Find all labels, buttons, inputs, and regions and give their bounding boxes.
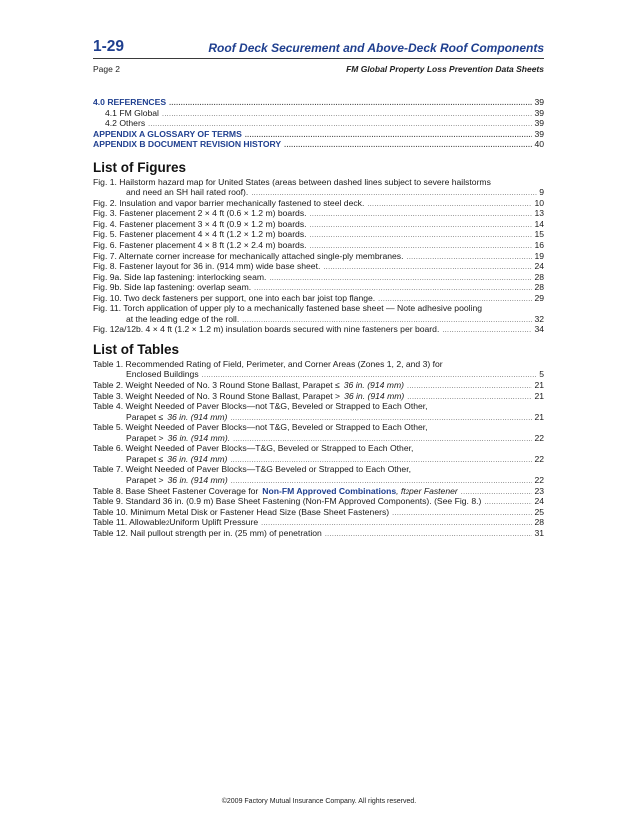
copyright-footer: ©2009 Factory Mutual Insurance Company. All rights reserved. <box>221 798 417 805</box>
toc-page: 28 <box>534 282 544 293</box>
toc-label: Table 10. Minimum Metal Disk or Fastener Head Size (Base Sheet Fasteners) <box>93 506 390 517</box>
toc-page: 25 <box>534 506 544 517</box>
table-entry-10[interactable] <box>93 507 544 518</box>
table-entry-9[interactable] <box>93 496 544 507</box>
toc-page: 29 <box>534 292 544 303</box>
dot-leader <box>169 99 532 110</box>
table-entry-11[interactable] <box>93 517 544 528</box>
toc-page: 16 <box>534 240 544 251</box>
figure-entry-1[interactable] <box>93 177 544 198</box>
toc-label: Table 6. Weight Needed of Paver Blocks—T&G, Beveled or Strapped to Each Other, <box>93 443 414 454</box>
dot-leader <box>310 231 533 242</box>
toc-page: 15 <box>534 229 544 240</box>
toc-label-continued: Parapet ≤ <box>126 453 164 464</box>
toc-page: 39 <box>534 107 544 118</box>
header-rule <box>93 58 544 59</box>
toc-label-italic: 36 in. (914 mm) <box>167 411 228 422</box>
toc-page: 40 <box>534 139 544 150</box>
toc-label: 4.2 Others <box>105 118 146 129</box>
figure-entry-10[interactable] <box>93 293 544 304</box>
table-entry-12[interactable] <box>93 528 544 539</box>
figure-entry-4[interactable] <box>93 219 544 230</box>
toc-label: Fig. 7. Alternate corner increase for mechanically attached single-ply membranes. <box>93 250 404 261</box>
toc-page: 19 <box>534 250 544 261</box>
toc-label: Table 8. Base Sheet Fastener Coverage for <box>93 485 259 496</box>
toc-label: Table 9. Standard 36 in. (0.9 m) Base Sheet Fastening (Non-FM Approved Components). (See Fig. 8.) <box>93 496 482 507</box>
figure-entry-9a[interactable] <box>93 272 544 283</box>
toc-page: 39 <box>534 97 544 107</box>
toc-page: 21 <box>534 411 544 422</box>
toc-page: 23 <box>534 485 544 496</box>
toc-page: 21 <box>534 390 544 401</box>
toc-label-continued: Enclosed Buildings <box>126 369 199 380</box>
figure-entry-3[interactable] <box>93 208 544 219</box>
toc-page: 5 <box>539 369 544 380</box>
toc-page: 22 <box>534 474 544 485</box>
toc-label: APPENDIX B DOCUMENT REVISION HISTORY <box>93 139 282 150</box>
figure-entry-9b[interactable] <box>93 282 544 293</box>
toc-label: Fig. 6. Fastener placement 4 × 8 ft (1.2 × 2.4 m) boards. <box>93 240 307 251</box>
page-number: Page 2 <box>93 64 120 74</box>
toc-label-italic: per Fastener <box>409 485 458 496</box>
toc-page: 10 <box>534 197 544 208</box>
toc-page: 28 <box>534 271 544 282</box>
toc-entry-fm-global[interactable] <box>93 108 544 119</box>
toc-label: Fig. 12a/12b. 4 × 4 ft (1.2 × 1.2 m) insulation boards secured with nine fasteners per board. <box>93 324 440 335</box>
toc-page: 14 <box>534 218 544 229</box>
figure-entry-11[interactable] <box>93 303 544 324</box>
toc-label-continued: and need an SH hail rated roof). <box>126 187 249 198</box>
toc-label: Table 7. Weight Needed of Paver Blocks—T&G Beveled or Strapped to Each Other, <box>93 464 411 475</box>
table-entry-4[interactable] <box>93 401 544 422</box>
toc-label: Table 12. Nail pullout strength per in. (25 mm) of penetration <box>93 527 322 538</box>
dot-leader <box>269 274 532 285</box>
toc-label: Fig. 1. Hailstorm hazard map for United States (areas between dashed lines subject to severe hailstorms <box>93 176 491 187</box>
toc-page: 9 <box>539 187 544 198</box>
toc-page: 31 <box>534 527 544 538</box>
dot-leader <box>442 326 532 337</box>
toc-page: 13 <box>534 208 544 219</box>
toc-label: APPENDIX A GLOSSARY OF TERMS <box>93 128 242 139</box>
toc-label: 4.1 FM Global <box>105 107 159 118</box>
toc-label-italic: 36 in. (914 mm) <box>343 380 404 391</box>
dot-leader <box>392 509 532 520</box>
document-title: Roof Deck Securement and Above-Deck Roof Components <box>208 41 544 55</box>
dot-leader <box>310 210 533 221</box>
toc-label-italic: 36 in. (914 mm). <box>167 432 231 443</box>
dot-leader <box>323 263 532 274</box>
toc-entry-appendix-a[interactable] <box>93 129 544 140</box>
toc-page: 32 <box>534 313 544 324</box>
table-of-contents <box>93 97 544 538</box>
toc-label: Fig. 5. Fastener placement 4 × 4 ft (1.2 × 1.2 m) boards. <box>93 229 307 240</box>
toc-label-continued: Parapet > <box>126 474 164 485</box>
toc-label-continued: Uniform Uplift Pressure <box>169 517 259 528</box>
dot-leader <box>162 110 532 121</box>
dot-leader <box>407 382 532 393</box>
dot-leader <box>284 141 532 152</box>
dot-leader <box>245 131 533 142</box>
table-entry-1[interactable] <box>93 359 544 380</box>
toc-label: Fig. 3. Fastener placement 2 × 4 ft (0.6 × 1.2 m) boards. <box>93 208 307 219</box>
toc-entry-appendix-b[interactable] <box>93 139 544 150</box>
list-of-figures-heading: List of Figures <box>93 159 187 175</box>
table-entry-2[interactable] <box>93 380 544 391</box>
toc-label: Table 1. Recommended Rating of Field, Perimeter, and Corner Areas (Zones 1, 2, and 3) for <box>93 358 443 369</box>
toc-label-superscript: 2 <box>405 489 410 496</box>
toc-label: Table 2. Weight Needed of No. 3 Round Stone Ballast, Parapet ≤ <box>93 380 340 391</box>
dot-leader <box>484 498 532 509</box>
toc-label-continued: at the leading edge of the roll. <box>126 313 240 324</box>
table-entry-6[interactable] <box>93 443 544 464</box>
table-entry-5[interactable] <box>93 422 544 443</box>
toc-label-continued: Parapet > <box>126 432 164 443</box>
figure-entry-5[interactable] <box>93 229 544 240</box>
toc-label-italic: 36 in. (914 mm) <box>167 474 228 485</box>
figure-entry-2[interactable] <box>93 198 544 209</box>
dot-leader <box>325 530 533 541</box>
dot-leader <box>367 200 532 211</box>
toc-label: Table 3. Weight Needed of No. 3 Round Stone Ballast, Parapet > <box>93 390 341 401</box>
toc-label: Fig. 10. Two deck fasteners per support, one into each bar joist top flange. <box>93 292 376 303</box>
toc-label: 4.0 REFERENCES <box>93 97 167 107</box>
dot-leader <box>310 221 533 232</box>
toc-page: 34 <box>534 324 544 335</box>
toc-label-emphasis: Non-FM Approved Combinations <box>262 485 397 496</box>
toc-label: Fig. 2. Insulation and vapor barrier mechanically fastened to steel deck. <box>93 197 365 208</box>
toc-label: Table 11. Allowable <box>93 517 166 528</box>
toc-entry-others[interactable] <box>93 118 544 129</box>
figure-entry-8[interactable] <box>93 261 544 272</box>
toc-entry-references[interactable] <box>93 97 544 108</box>
table-entry-3[interactable] <box>93 391 544 402</box>
dot-leader <box>406 253 532 264</box>
toc-page: 22 <box>534 432 544 443</box>
toc-page: 24 <box>534 261 544 272</box>
toc-label-italic: 36 in. (914 mm) <box>167 453 228 464</box>
document-number: 1-29 <box>93 38 125 55</box>
toc-page: 39 <box>534 118 544 129</box>
figure-entry-6[interactable] <box>93 240 544 251</box>
toc-label-continued: Parapet ≤ <box>126 411 164 422</box>
toc-label: Table 4. Weight Needed of Paver Blocks—not T&G, Beveled or Strapped to Each Other, <box>93 401 428 412</box>
toc-page: 22 <box>534 453 544 464</box>
toc-label: Table 5. Weight Needed of Paver Blocks—not T&G, Beveled or Strapped to Each Other, <box>93 422 428 433</box>
toc-label: Fig. 9b. Side lap fastening: overlap seam. <box>93 282 252 293</box>
toc-label-superscript: 2 <box>165 521 170 528</box>
table-entry-7[interactable] <box>93 464 544 485</box>
table-entry-8[interactable] <box>93 486 544 497</box>
toc-label: Fig. 4. Fastener placement 3 × 4 ft (0.9 × 1.2 m) boards. <box>93 218 307 229</box>
toc-page: 21 <box>534 380 544 391</box>
toc-page: 24 <box>534 496 544 507</box>
toc-label: Fig. 8. Fastener layout for 36 in. (914 mm) wide base sheet. <box>93 261 321 272</box>
series-title: FM Global Property Loss Prevention Data Sheets <box>346 64 544 74</box>
toc-page: 39 <box>534 128 544 139</box>
toc-label: Fig. 11. Torch application of upper ply to a mechanically fastened base sheet — Note adhesive pooling <box>93 303 483 314</box>
list-of-tables-heading: List of Tables <box>93 341 180 357</box>
toc-label-italic: 36 in. (914 mm) <box>344 390 405 401</box>
figure-entry-12[interactable] <box>93 324 544 335</box>
toc-label-italic: , ft <box>396 485 406 496</box>
figure-entry-7[interactable] <box>93 251 544 262</box>
toc-page: 28 <box>534 517 544 528</box>
toc-label: Fig. 9a. Side lap fastening: interlocking seam. <box>93 271 267 282</box>
